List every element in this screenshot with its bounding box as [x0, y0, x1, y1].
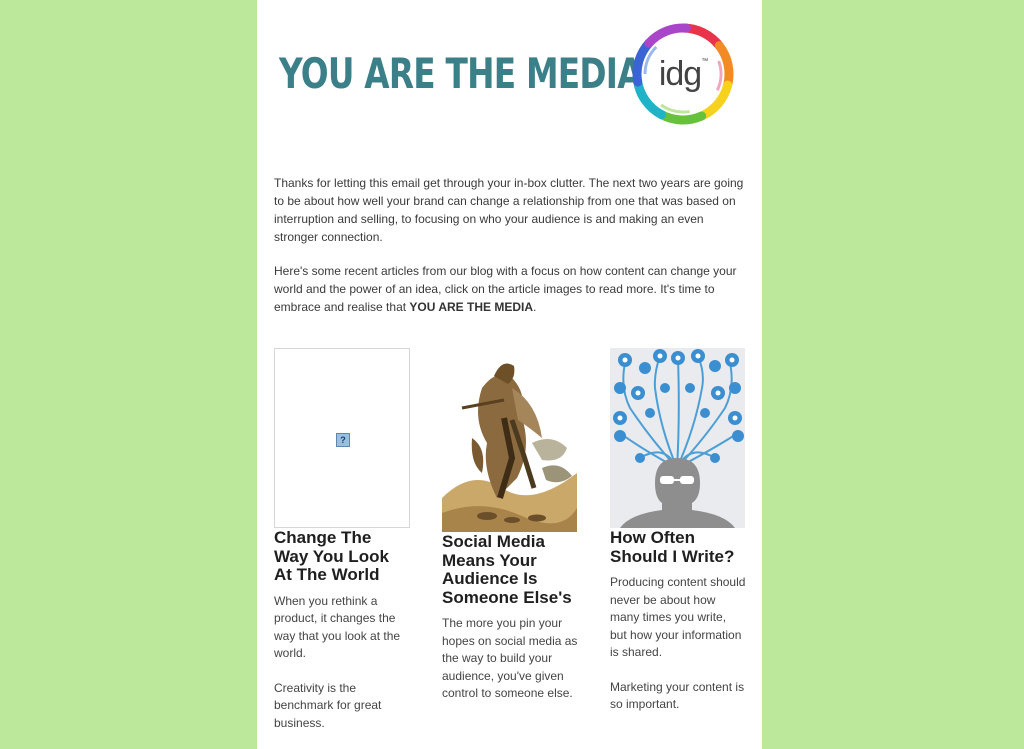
broken-image-icon: ? [336, 433, 350, 447]
logo-text [627, 18, 739, 130]
article-3-body-1: Producing content should never be about how many times you write, but how your information is shared. [610, 575, 746, 659]
article-card-3 [610, 348, 746, 731]
article-summary-2 [442, 615, 578, 703]
intro-emphasis: YOU ARE THE MEDIA [409, 300, 533, 314]
article-1-body-2: Creativity is the benchmark for great business. [274, 680, 382, 730]
intro-paragraph-1: Thanks for letting this email get through your in-box clutter. The next two years are going to be about how well your brand can change a relationship from one that was based on interruption and selling, to focusing on who your audience is and making an even stronger connection. [274, 176, 744, 244]
article-title-3[interactable]: How Often Should I Write? [610, 528, 735, 566]
article-summary-1 [274, 593, 410, 733]
headline: YOU ARE THE MEDIA [279, 49, 642, 98]
article-title-1[interactable]: Change The Way You Look At The World [274, 528, 389, 584]
article-1-body-1: When you rethink a product, it changes the way that you look at the world. [274, 593, 401, 660]
article-card-1 [274, 348, 410, 749]
article-2-body-1: The more you pin your hopes on social media as the way to build your audience, you've given control to someone else. [442, 616, 578, 700]
logo-wordmark: idg [658, 54, 702, 93]
intro-text [274, 174, 746, 332]
email-body [257, 0, 762, 749]
intro-paragraph-2-text: Here's some recent articles from our blog with a focus on how content can change your world and the power of an idea, click on the article images to read more. It's time to embrace and realise that [274, 264, 737, 314]
pied-piper-illustration[interactable] [442, 348, 577, 532]
article-summary-3 [610, 574, 746, 714]
article-card-2 [442, 348, 578, 720]
intro-paragraph-2-end: . [532, 300, 537, 314]
article-title-2[interactable]: Social Media Means Your Audience Is Someone Else's [442, 532, 572, 607]
head-network-icons-illustration[interactable] [610, 348, 745, 528]
intro-paragraph-2 [274, 262, 746, 316]
email-header [257, 0, 762, 150]
trademark-mark: ™ [701, 58, 708, 65]
article-image-1[interactable] [274, 348, 410, 528]
idg-logo[interactable] [627, 18, 739, 130]
article-3-body-2: Marketing your content is so important. [610, 679, 745, 711]
